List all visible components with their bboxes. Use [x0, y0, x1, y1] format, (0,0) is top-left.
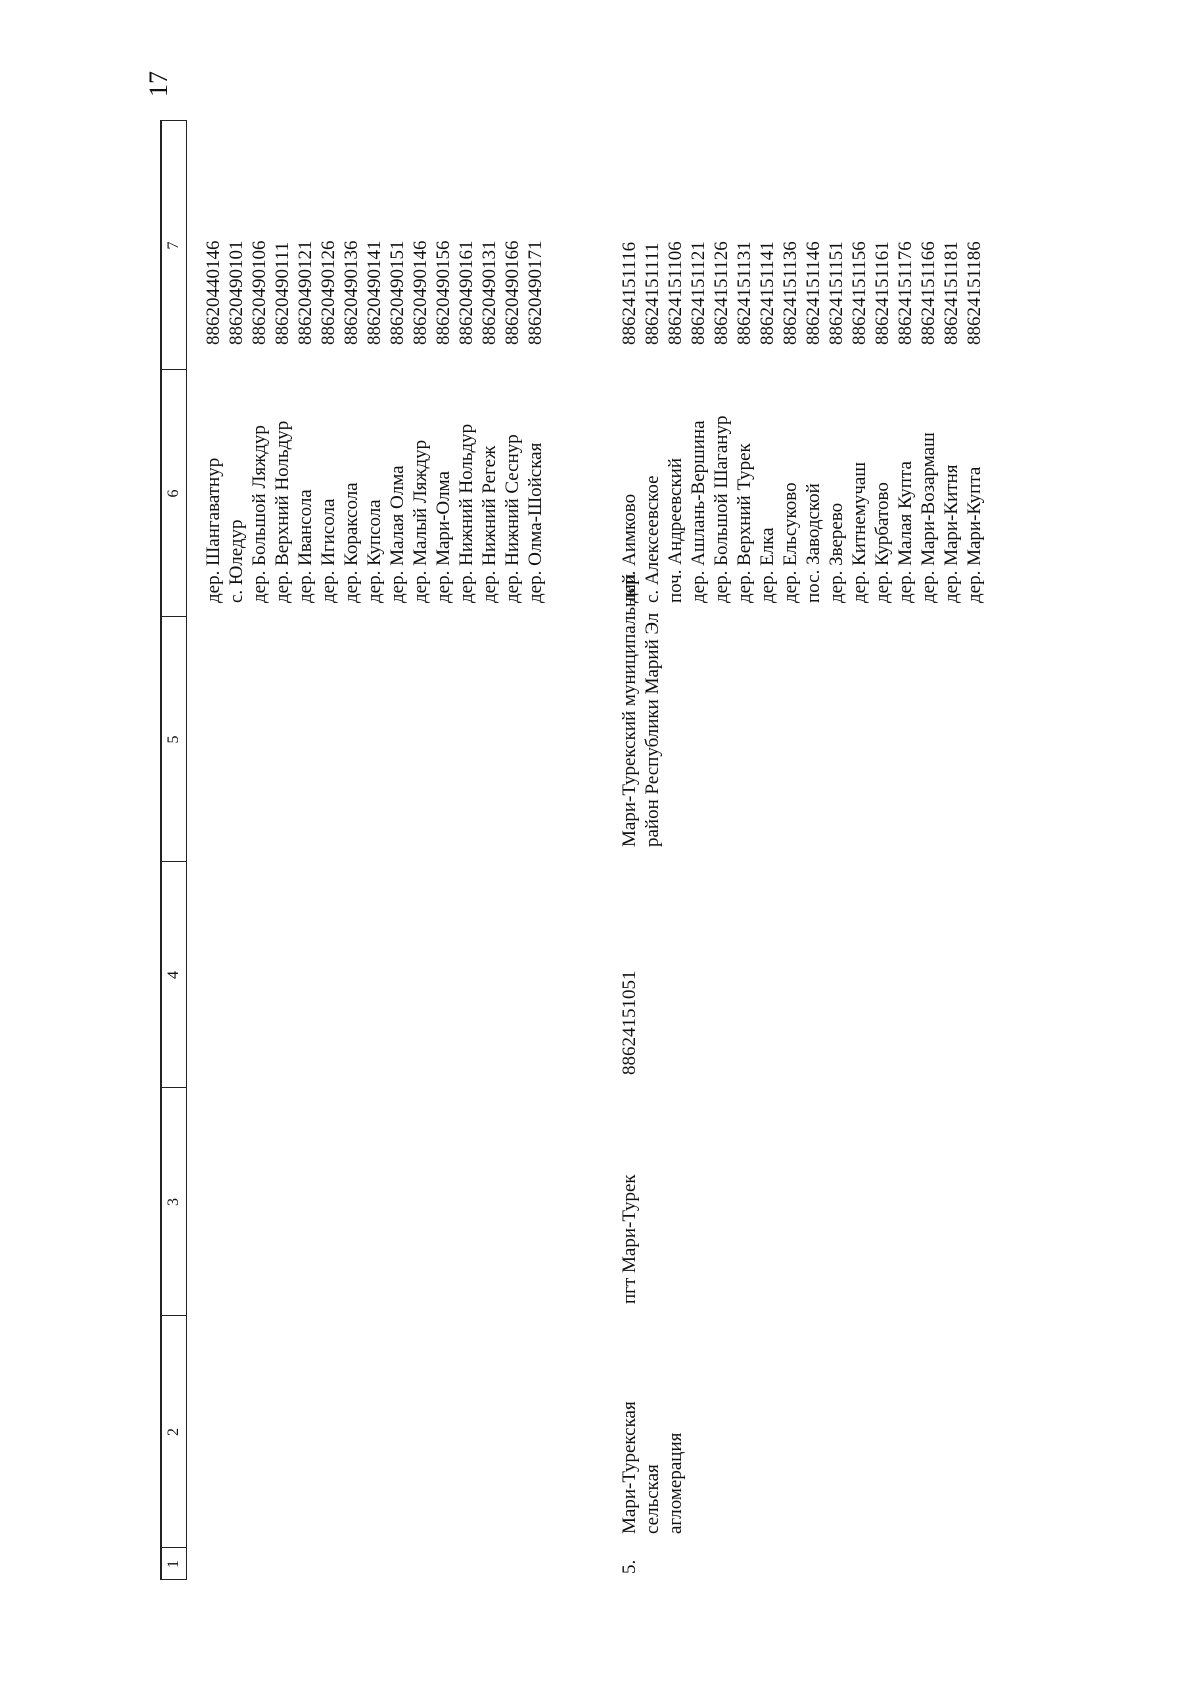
district-line: Мари-Турекский муниципальный: [619, 573, 640, 847]
list-item: дер. Мари-Олма: [433, 471, 454, 603]
list-item: 88620490166: [502, 240, 523, 345]
list-item: 88620490171: [525, 240, 546, 345]
column-header-5: 5: [165, 735, 182, 744]
list-item: 88620490151: [387, 240, 408, 345]
list-item: 88620490101: [226, 240, 247, 345]
list-item: дер. Игисола: [318, 498, 339, 603]
list-item: дер. Олма-Шойская: [525, 442, 546, 603]
list-item: дер. Елка: [757, 527, 778, 603]
list-item: дер. Большой Шаганур: [711, 415, 732, 603]
agglomeration-line: Мари-Турекская: [619, 1401, 640, 1534]
list-item: 88624151106: [665, 241, 686, 345]
list-item: дер. Верхний Турек: [734, 443, 755, 603]
list-item: 88624151116: [619, 241, 640, 345]
group-a-code-list: [202, 241, 547, 346]
agglomeration-name: [618, 1401, 687, 1534]
list-item: 88624151156: [849, 241, 870, 345]
list-item: с. Юледур: [226, 519, 247, 603]
list-item: 88624151146: [803, 241, 824, 345]
agglomeration-line: агломерация: [665, 1432, 686, 1534]
list-item: дер. Малая Олма: [387, 465, 408, 603]
column-header-7: 7: [165, 241, 182, 250]
list-item: 88620490161: [456, 240, 477, 345]
page-number: 17: [144, 71, 173, 97]
list-item: 88620490156: [433, 240, 454, 345]
column-header-3: 3: [165, 1198, 182, 1206]
list-item: 88624151181: [941, 241, 962, 345]
row-number: 5.: [619, 1559, 640, 1574]
list-item: 88620490126: [318, 240, 339, 345]
list-item: дер. Верхний Нольдур: [272, 420, 293, 603]
list-item: пос. Заводской: [803, 483, 824, 603]
column-header-2: 2: [165, 1428, 182, 1436]
district-name: [618, 574, 664, 847]
list-item: дер. Мари-Китня: [941, 464, 962, 603]
list-item: дер. Купсола: [364, 499, 385, 603]
list-item: 88620490121: [295, 240, 316, 345]
list-item: дер. Ивансола: [295, 489, 316, 603]
list-item: 88624151131: [734, 241, 755, 345]
list-item: дер. Мари-Возармаш: [918, 432, 939, 603]
list-item: дер. Кораксола: [341, 482, 362, 603]
list-item: 88620490146: [410, 240, 431, 345]
list-item: дер. Ашлань-Вершина: [688, 420, 709, 603]
list-item: 88624151186: [964, 241, 985, 345]
center-settlement: пгт Мари-Турек: [619, 1174, 640, 1304]
agglomeration-line: сельская: [642, 1464, 663, 1534]
list-item: 88620490106: [249, 240, 270, 345]
district-line: район Республики Марий Эл: [642, 612, 663, 847]
column-header-4: 4: [165, 971, 182, 979]
list-item: 88624151136: [780, 241, 801, 345]
list-item: дер. Нижний Нольдур: [456, 423, 477, 603]
list-item: дер. Малый Ляждур: [410, 439, 431, 603]
list-item: 88620440146: [203, 240, 224, 345]
list-item: дер. Малая Купта: [895, 461, 916, 603]
list-item: дер. Большой Ляждур: [249, 425, 270, 603]
center-code: 88624151051: [619, 970, 640, 1075]
list-item: дер. Ельсуково: [780, 482, 801, 603]
list-item: дер. Китнемучаш: [849, 462, 870, 603]
list-item: дер. Мари-Купта: [964, 466, 985, 603]
list-item: 88620490136: [341, 240, 362, 345]
list-item: дер. Зверево: [826, 502, 847, 603]
list-item: 88624151161: [872, 241, 893, 345]
list-item: 88620490111: [272, 241, 293, 345]
rotated-table: [160, 120, 1040, 1580]
list-item: 88624151111: [642, 242, 663, 345]
list-item: 88620490141: [364, 240, 385, 345]
row5-settlement-list: [618, 416, 986, 603]
list-item: 88624151126: [711, 241, 732, 345]
row5-code-list: [618, 241, 986, 345]
list-item: дер. Нижний Сеснур: [502, 434, 523, 603]
column-header-1: 1: [165, 1560, 182, 1568]
list-item: 88624151141: [757, 241, 778, 345]
list-item: 88624151151: [826, 241, 847, 345]
header-bottom-rule: [186, 120, 187, 1580]
list-item: дер. Аимково: [619, 493, 640, 603]
list-item: 88624151176: [895, 241, 916, 345]
group-a-settlement-list: [202, 421, 547, 603]
list-item: дер. Нижний Регеж: [479, 445, 500, 603]
list-item: дер. Шангаватнур: [203, 457, 224, 603]
list-item: дер. Курбатово: [872, 482, 893, 603]
list-item: 88624151166: [918, 241, 939, 345]
list-item: поч. Андреевский: [665, 457, 686, 603]
list-item: 88620490131: [479, 240, 500, 345]
column-header-6: 6: [165, 489, 182, 498]
list-item: 88624151121: [688, 241, 709, 345]
list-item: с. Алексеевское: [642, 475, 663, 603]
